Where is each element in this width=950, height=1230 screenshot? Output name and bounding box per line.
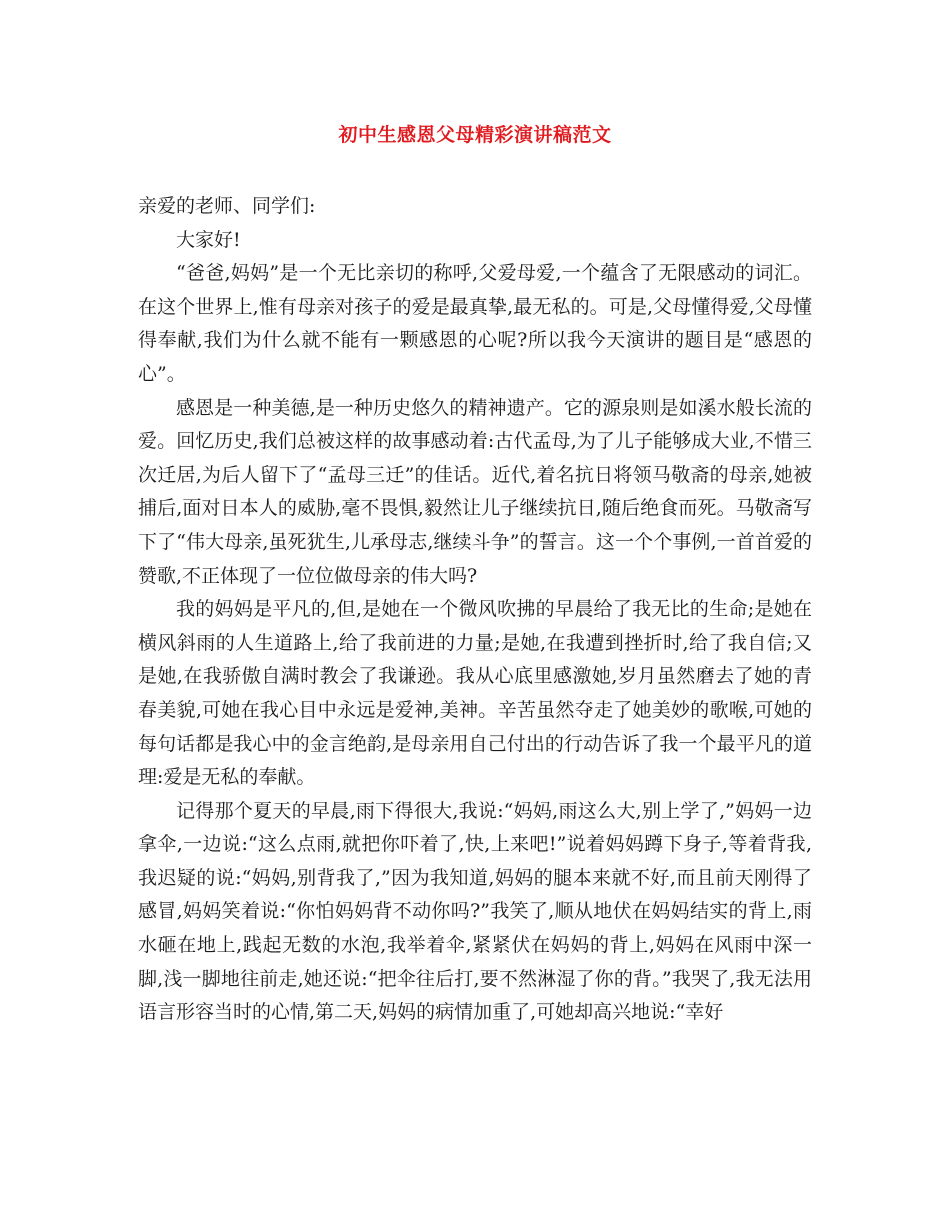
paragraph: 感恩是一种美德,是一种历史悠久的精神遗产。它的源泉则是如溪水般长流的爱。回忆历史,我们总被这样的故事感动着:古代孟母,为了儿子能够成大业,不惜三次迁居,为后人留下了“孟母三迁”的佳话。近代,着名抗日将领马敬斋的母亲,她被捕后,面对日本人的威胁,毫不畏惧,毅然让儿子继续抗日,随后绝食而死。马敬斋写下了“伟大母亲,虽死犹生,儿承母志,继续斗争”的誓言。这一个个事例,一首首爱的赞歌,不正体现了一位位做母亲的伟大吗?: [138, 396, 812, 587]
paragraph: “爸爸,妈妈”是一个无比亲切的称呼,父爱母爱,一个蕴含了无限感动的词汇。在这个世界上,惟有母亲对孩子的爱是最真挚,最无私的。可是,父母懂得爱,父母懂得奉献,我们为什么就不能有一颗感恩的心呢?所以我今天演讲的题目是“感恩的心”。: [138, 262, 812, 385]
paragraph: 记得那个夏天的早晨,雨下得很大,我说:“妈妈,雨这么大,别上学了,”妈妈一边拿伞,一边说:“这么点雨,就把你吓着了,快,上来吧!”说着妈妈蹲下身子,等着背我,我迟疑的说:“妈妈,别背我了,”因为我知道,妈妈的腿本来就不好,而且前天刚得了感冒,妈妈笑着说:“你怕妈妈背不动你吗?”我笑了,顺从地伏在妈妈结实的背上,雨水砸在地上,践起无数的水泡,我举着伞,紧紧伏在妈妈的背上,妈妈在风雨中深一脚,浅一脚地往前走,她还说:“把伞往后打,要不然淋湿了你的背。”我哭了,我无法用语言形容当时的心情,第二天,妈妈的病情加重了,可她却高兴地说:“幸好: [138, 799, 812, 1024]
paragraph: 我的妈妈是平凡的,但,是她在一个微风吹拂的早晨给了我无比的生命;是她在横风斜雨的人生道路上,给了我前进的力量;是她,在我遭到挫折时,给了我自信;又是她,在我骄傲自满时教会了我谦逊。我从心底里感激她,岁月虽然磨去了她的青春美貌,可她在我心目中永远是爱神,美神。辛苦虽然夺走了她美妙的歌喉,可她的每句话都是我心中的金言绝韵,是母亲用自己付出的行动告诉了我一个最平凡的道理:爱是无私的奉献。: [138, 598, 812, 789]
document-body: [138, 190, 812, 1030]
document-title: 初中生感恩父母精彩演讲稿范文: [338, 124, 612, 146]
salutation: 亲爱的老师、同学们:: [138, 195, 316, 217]
greeting: 大家好!: [176, 228, 241, 251]
